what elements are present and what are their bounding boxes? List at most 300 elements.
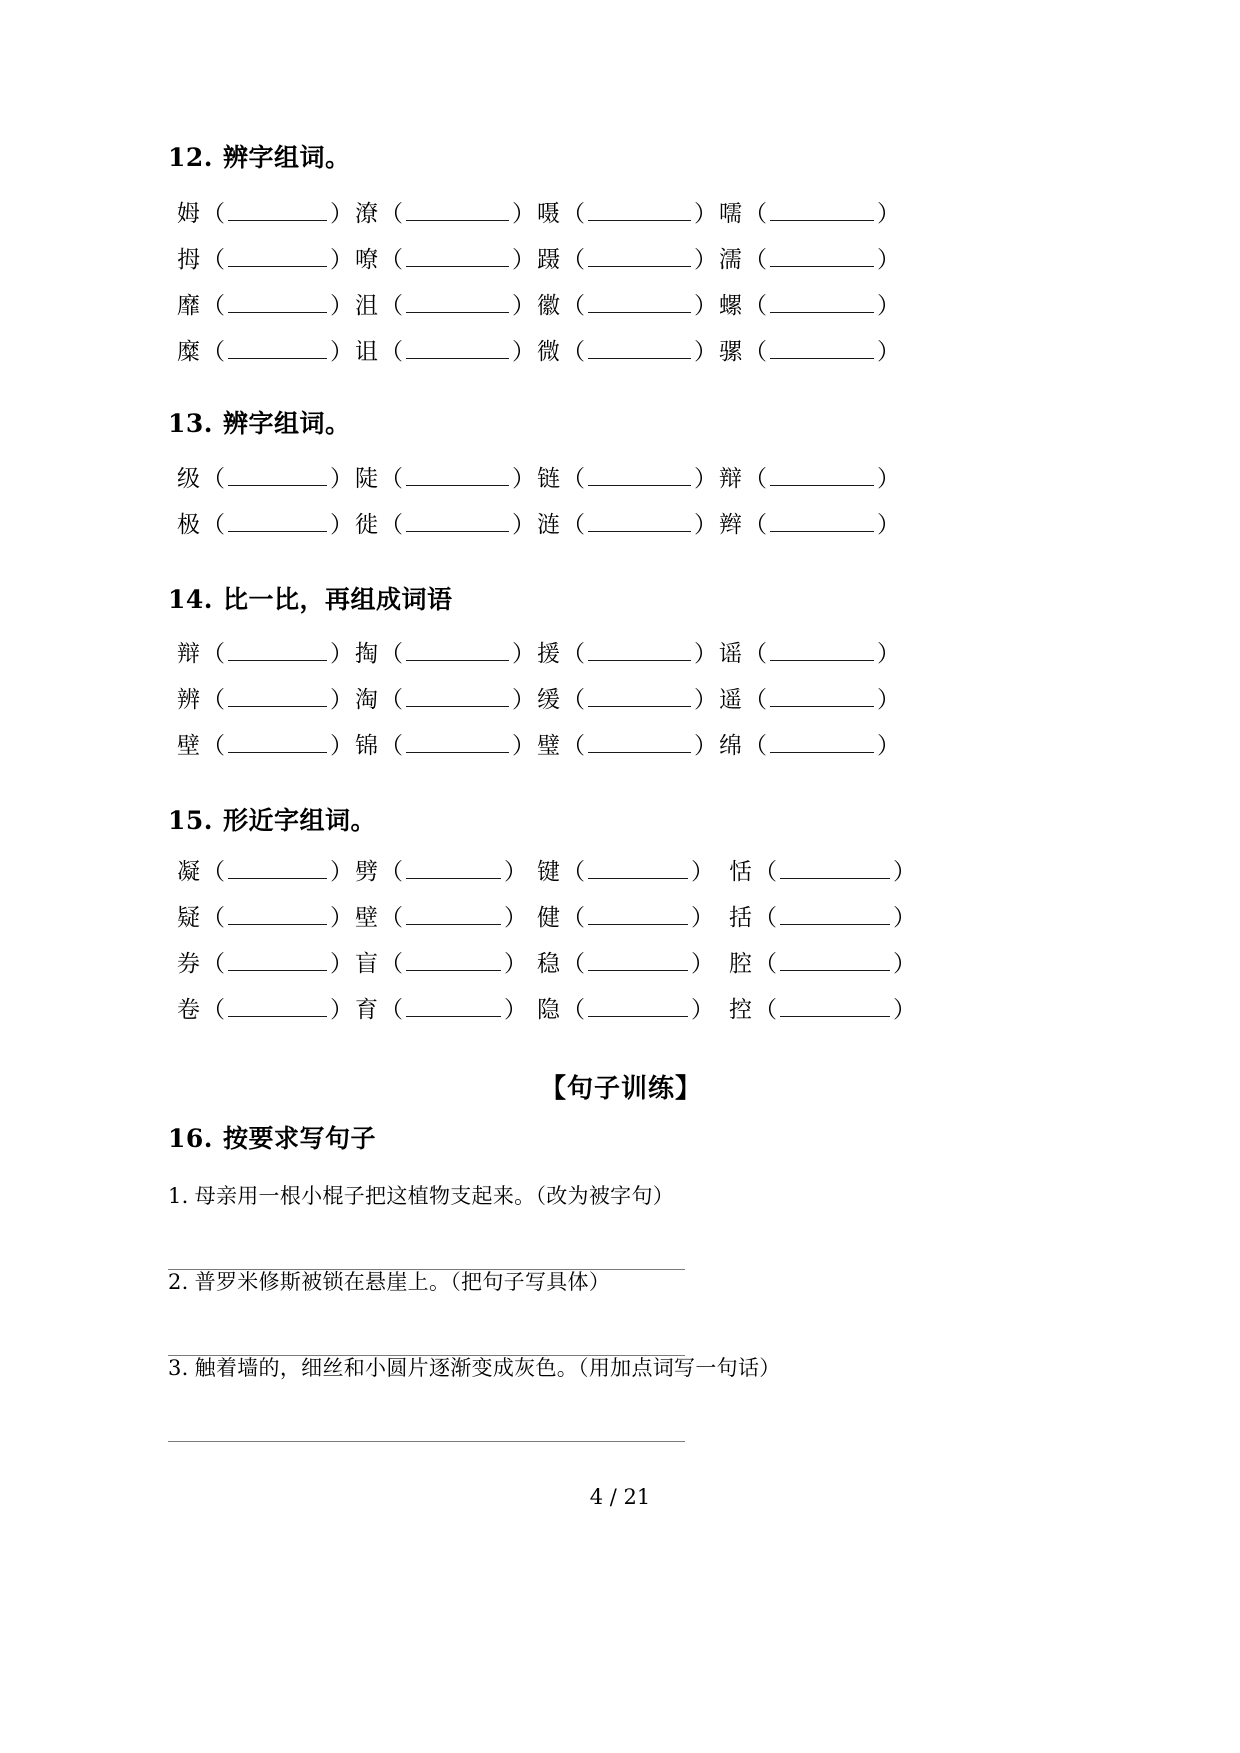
char-label: 卷: [177, 997, 200, 1023]
answer-blank[interactable]: [780, 904, 890, 925]
answer-blank[interactable]: [588, 200, 691, 221]
open-paren: （: [562, 905, 585, 931]
char-cell: [176, 904, 354, 930]
char-label: 诅: [355, 339, 378, 365]
table-row: [176, 686, 901, 712]
answer-blank[interactable]: [406, 292, 509, 313]
char-cell: [718, 292, 901, 318]
char-label: 育: [355, 997, 378, 1023]
char-cell: [536, 465, 718, 491]
close-paren: ）: [512, 339, 535, 365]
char-label: 濡: [719, 247, 742, 273]
char-label: 控: [729, 997, 752, 1023]
answer-blank[interactable]: [588, 511, 691, 532]
close-paren: ）: [330, 201, 353, 227]
sentence-index: 3.: [168, 1356, 189, 1380]
answer-blank[interactable]: [406, 904, 501, 925]
char-label: 遥: [719, 687, 742, 713]
answer-blank[interactable]: [770, 686, 874, 707]
close-paren: ）: [330, 512, 353, 538]
table-row: [176, 996, 917, 1022]
exercise-12-label: 辨字组词。: [223, 143, 351, 172]
char-cell: [728, 858, 917, 884]
sentence-text: 母亲用一根小棍子把这植物支起来。（改为被字句）: [194, 1184, 675, 1208]
answer-blank[interactable]: [406, 246, 509, 267]
close-paren: ）: [504, 997, 527, 1023]
char-label: 涟: [537, 512, 560, 538]
char-label: 稳: [537, 951, 560, 977]
open-paren: （: [562, 201, 585, 227]
close-paren: ）: [877, 201, 900, 227]
close-paren: ）: [512, 293, 535, 319]
char-label: 嚅: [719, 201, 742, 227]
answer-blank[interactable]: [228, 246, 327, 267]
open-paren: （: [744, 512, 767, 538]
answer-blank[interactable]: [770, 732, 874, 753]
answer-blank[interactable]: [588, 338, 691, 359]
page-footer: 4 / 21: [589, 1485, 651, 1509]
char-label: 沮: [355, 293, 378, 319]
char-label: 姆: [177, 201, 200, 227]
close-paren: ）: [330, 859, 353, 885]
char-label: 腔: [729, 951, 752, 977]
open-paren: （: [380, 466, 403, 492]
open-paren: （: [380, 201, 403, 227]
close-paren: ）: [877, 293, 900, 319]
answer-line[interactable]: [168, 1440, 685, 1442]
open-paren: （: [202, 512, 225, 538]
char-cell: [718, 338, 901, 364]
char-label: 拇: [177, 247, 200, 273]
open-paren: （: [202, 641, 225, 667]
char-label: 疑: [177, 905, 200, 931]
open-paren: （: [202, 905, 225, 931]
char-cell: [536, 640, 718, 666]
char-label: 健: [537, 905, 560, 931]
char-cell: [354, 640, 536, 666]
open-paren: （: [562, 997, 585, 1023]
char-cell: [718, 511, 901, 537]
exercise-14-title: [168, 587, 453, 612]
answer-blank[interactable]: [588, 640, 691, 661]
answer-blank[interactable]: [770, 246, 874, 267]
char-label: 盲: [355, 951, 378, 977]
answer-blank[interactable]: [406, 200, 509, 221]
sentence-item: [168, 1352, 781, 1382]
answer-blank[interactable]: [228, 732, 327, 753]
answer-blank[interactable]: [406, 858, 501, 879]
char-cell: [176, 996, 354, 1022]
answer-blank[interactable]: [228, 292, 327, 313]
char-cell: [354, 292, 536, 318]
answer-blank[interactable]: [406, 732, 509, 753]
char-cell: [176, 292, 354, 318]
close-paren: ）: [512, 687, 535, 713]
open-paren: （: [380, 293, 403, 319]
close-paren: ）: [691, 905, 714, 931]
exercise-14-number: 14.: [168, 585, 213, 614]
open-paren: （: [562, 293, 585, 319]
close-paren: ）: [330, 641, 353, 667]
sentence-item: [168, 1180, 674, 1210]
char-cell: [718, 200, 901, 226]
close-paren: ）: [330, 293, 353, 319]
table-row: [176, 858, 917, 884]
open-paren: （: [202, 466, 225, 492]
char-label: 陡: [355, 466, 378, 492]
open-paren: （: [202, 247, 225, 273]
table-row: [176, 292, 901, 318]
char-label: 壁: [177, 733, 200, 759]
open-paren: （: [562, 466, 585, 492]
char-cell: [536, 732, 718, 758]
open-paren: （: [562, 687, 585, 713]
char-cell: [354, 904, 536, 930]
char-cell: [718, 246, 901, 272]
close-paren: ）: [504, 905, 527, 931]
char-label: 劈: [355, 859, 378, 885]
answer-blank[interactable]: [228, 338, 327, 359]
char-label: 嘹: [355, 247, 378, 273]
open-paren: （: [380, 733, 403, 759]
open-paren: （: [202, 339, 225, 365]
table-row: [176, 338, 901, 364]
answer-blank[interactable]: [588, 465, 691, 486]
char-label: 靡: [177, 293, 200, 319]
char-cell: [354, 686, 536, 712]
char-cell: [176, 338, 354, 364]
open-paren: （: [202, 997, 225, 1023]
open-paren: （: [202, 951, 225, 977]
char-cell: [536, 246, 718, 272]
open-paren: （: [202, 687, 225, 713]
char-cell: [176, 858, 354, 884]
char-cell: [354, 950, 536, 976]
answer-blank[interactable]: [770, 200, 874, 221]
answer-blank[interactable]: [228, 950, 327, 971]
answer-blank[interactable]: [770, 338, 874, 359]
answer-blank[interactable]: [406, 338, 509, 359]
answer-blank[interactable]: [588, 996, 688, 1017]
char-cell: [176, 465, 354, 491]
answer-blank[interactable]: [228, 996, 327, 1017]
open-paren: （: [562, 512, 585, 538]
close-paren: ）: [330, 733, 353, 759]
answer-blank[interactable]: [588, 858, 688, 879]
open-paren: （: [744, 466, 767, 492]
char-cell: [354, 338, 536, 364]
open-paren: （: [744, 339, 767, 365]
open-paren: （: [202, 201, 225, 227]
char-cell: [354, 732, 536, 758]
char-cell: [536, 686, 718, 712]
open-paren: （: [380, 687, 403, 713]
open-paren: （: [562, 641, 585, 667]
sentence-index: 1.: [168, 1184, 189, 1208]
close-paren: ）: [877, 339, 900, 365]
char-label: 璧: [537, 733, 560, 759]
close-paren: ）: [877, 512, 900, 538]
close-paren: ）: [694, 339, 717, 365]
char-label: 潦: [355, 201, 378, 227]
close-paren: ）: [504, 951, 527, 977]
open-paren: （: [754, 859, 777, 885]
char-cell: [354, 996, 536, 1022]
exercise-15-number: 15.: [168, 806, 213, 835]
char-label: 糜: [177, 339, 200, 365]
char-cell: [536, 858, 728, 884]
close-paren: ）: [893, 951, 916, 977]
char-label: 缓: [537, 687, 560, 713]
answer-blank[interactable]: [770, 465, 874, 486]
char-cell: [728, 996, 917, 1022]
open-paren: （: [380, 339, 403, 365]
table-row: [176, 246, 901, 272]
char-cell: [176, 511, 354, 537]
exercise-13-number: 13.: [168, 409, 213, 438]
char-cell: [354, 200, 536, 226]
open-paren: （: [744, 733, 767, 759]
close-paren: ）: [512, 512, 535, 538]
char-label: 链: [537, 466, 560, 492]
char-label: 微: [537, 339, 560, 365]
char-label: 蹑: [537, 247, 560, 273]
sentence-text: 普罗米修斯被锁在悬崖上。（把句子写具体）: [194, 1270, 611, 1294]
char-label: 徽: [537, 293, 560, 319]
answer-blank[interactable]: [406, 686, 509, 707]
char-cell: [718, 465, 901, 491]
answer-blank[interactable]: [228, 200, 327, 221]
close-paren: ）: [877, 733, 900, 759]
open-paren: （: [562, 951, 585, 977]
char-cell: [728, 904, 917, 930]
section-banner: 【句子训练】: [539, 1074, 702, 1104]
close-paren: ）: [694, 201, 717, 227]
answer-blank[interactable]: [780, 996, 890, 1017]
char-cell: [718, 640, 901, 666]
close-paren: ）: [877, 687, 900, 713]
char-cell: [176, 686, 354, 712]
answer-blank[interactable]: [588, 732, 691, 753]
char-label: 辩: [177, 641, 200, 667]
char-cell: [176, 950, 354, 976]
char-cell: [176, 640, 354, 666]
char-label: 辫: [719, 512, 742, 538]
close-paren: ）: [694, 247, 717, 273]
close-paren: ）: [694, 641, 717, 667]
char-cell: [718, 686, 901, 712]
open-paren: （: [202, 293, 225, 319]
close-paren: ）: [694, 687, 717, 713]
open-paren: （: [562, 339, 585, 365]
sentence-index: 2.: [168, 1270, 189, 1294]
exercise-15-label: 形近字组词。: [223, 806, 377, 835]
char-cell: [354, 465, 536, 491]
open-paren: （: [562, 247, 585, 273]
open-paren: （: [380, 641, 403, 667]
char-cell: [354, 858, 536, 884]
close-paren: ）: [691, 859, 714, 885]
close-paren: ）: [512, 201, 535, 227]
exercise-16-number: 16.: [168, 1124, 213, 1153]
close-paren: ）: [330, 687, 353, 713]
answer-blank[interactable]: [406, 640, 509, 661]
char-cell: [728, 950, 917, 976]
close-paren: ）: [504, 859, 527, 885]
answer-blank[interactable]: [228, 640, 327, 661]
char-label: 壁: [355, 905, 378, 931]
char-cell: [176, 732, 354, 758]
char-label: 嗫: [537, 201, 560, 227]
table-row: [176, 950, 917, 976]
char-label: 谣: [719, 641, 742, 667]
char-label: 徙: [355, 512, 378, 538]
close-paren: ）: [330, 905, 353, 931]
open-paren: （: [562, 859, 585, 885]
char-cell: [176, 246, 354, 272]
open-paren: （: [380, 997, 403, 1023]
char-cell: [536, 292, 718, 318]
answer-blank[interactable]: [406, 465, 509, 486]
open-paren: （: [562, 733, 585, 759]
answer-blank[interactable]: [228, 858, 327, 879]
answer-blank[interactable]: [770, 640, 874, 661]
close-paren: ）: [694, 293, 717, 319]
char-label: 锦: [355, 733, 378, 759]
close-paren: ）: [893, 859, 916, 885]
open-paren: （: [380, 247, 403, 273]
answer-blank[interactable]: [588, 246, 691, 267]
exercise-13-title: [168, 411, 351, 436]
close-paren: ）: [877, 641, 900, 667]
answer-blank[interactable]: [406, 511, 509, 532]
open-paren: （: [380, 512, 403, 538]
answer-blank[interactable]: [780, 858, 890, 879]
exercise-16-title: [168, 1126, 376, 1151]
close-paren: ）: [694, 512, 717, 538]
close-paren: ）: [512, 247, 535, 273]
close-paren: ）: [694, 466, 717, 492]
answer-blank[interactable]: [588, 950, 688, 971]
exercise-15-title: [168, 808, 376, 833]
exercise-14-label: 比一比，再组成词语: [223, 585, 453, 614]
answer-blank[interactable]: [406, 950, 501, 971]
close-paren: ）: [893, 997, 916, 1023]
table-row: [176, 465, 901, 491]
char-label: 隐: [537, 997, 560, 1023]
answer-blank[interactable]: [588, 904, 688, 925]
char-cell: [536, 950, 728, 976]
open-paren: （: [380, 859, 403, 885]
answer-blank[interactable]: [588, 686, 691, 707]
close-paren: ）: [512, 733, 535, 759]
char-label: 键: [537, 859, 560, 885]
open-paren: （: [380, 951, 403, 977]
answer-blank[interactable]: [588, 292, 691, 313]
table-row: [176, 732, 901, 758]
char-label: 辩: [719, 466, 742, 492]
char-label: 级: [177, 466, 200, 492]
char-cell: [536, 338, 718, 364]
exercise-16-label: 按要求写句子: [223, 1124, 377, 1153]
answer-blank[interactable]: [228, 511, 327, 532]
char-cell: [536, 200, 718, 226]
close-paren: ）: [330, 997, 353, 1023]
char-label: 援: [537, 641, 560, 667]
close-paren: ）: [512, 641, 535, 667]
answer-blank[interactable]: [770, 292, 874, 313]
char-label: 恬: [729, 859, 752, 885]
char-label: 凝: [177, 859, 200, 885]
char-label: 辨: [177, 687, 200, 713]
close-paren: ）: [877, 466, 900, 492]
char-label: 括: [729, 905, 752, 931]
sentence-item: [168, 1266, 610, 1296]
open-paren: （: [754, 905, 777, 931]
char-cell: [354, 246, 536, 272]
close-paren: ）: [691, 951, 714, 977]
open-paren: （: [744, 201, 767, 227]
close-paren: ）: [330, 339, 353, 365]
open-paren: （: [744, 641, 767, 667]
char-cell: [718, 732, 901, 758]
answer-blank[interactable]: [228, 686, 327, 707]
answer-blank[interactable]: [780, 950, 890, 971]
open-paren: （: [744, 293, 767, 319]
open-paren: （: [744, 247, 767, 273]
close-paren: ）: [691, 997, 714, 1023]
close-paren: ）: [694, 733, 717, 759]
char-cell: [176, 200, 354, 226]
char-cell: [536, 904, 728, 930]
close-paren: ）: [893, 905, 916, 931]
char-cell: [536, 996, 728, 1022]
char-label: 券: [177, 951, 200, 977]
close-paren: ）: [330, 247, 353, 273]
open-paren: （: [202, 733, 225, 759]
answer-blank[interactable]: [228, 465, 327, 486]
answer-blank[interactable]: [770, 511, 874, 532]
table-row: [176, 640, 901, 666]
open-paren: （: [754, 951, 777, 977]
char-label: 淘: [355, 687, 378, 713]
open-paren: （: [380, 905, 403, 931]
answer-blank[interactable]: [406, 996, 501, 1017]
exercise-12-title: [168, 145, 351, 170]
close-paren: ）: [512, 466, 535, 492]
exercise-13-label: 辨字组词。: [223, 409, 351, 438]
char-cell: [536, 511, 718, 537]
char-cell: [354, 511, 536, 537]
char-label: 掏: [355, 641, 378, 667]
char-label: 骡: [719, 339, 742, 365]
char-label: 绵: [719, 733, 742, 759]
open-paren: （: [754, 997, 777, 1023]
open-paren: （: [202, 859, 225, 885]
close-paren: ）: [330, 466, 353, 492]
open-paren: （: [744, 687, 767, 713]
table-row: [176, 200, 901, 226]
sentence-text: 触着墙的，细丝和小圆片逐渐变成灰色。（用加点词写一句话）: [194, 1356, 781, 1380]
exercise-12-number: 12.: [168, 143, 213, 172]
answer-blank[interactable]: [228, 904, 327, 925]
table-row: [176, 511, 901, 537]
table-row: [176, 904, 917, 930]
close-paren: ）: [877, 247, 900, 273]
close-paren: ）: [330, 951, 353, 977]
char-label: 螺: [719, 293, 742, 319]
char-label: 极: [177, 512, 200, 538]
